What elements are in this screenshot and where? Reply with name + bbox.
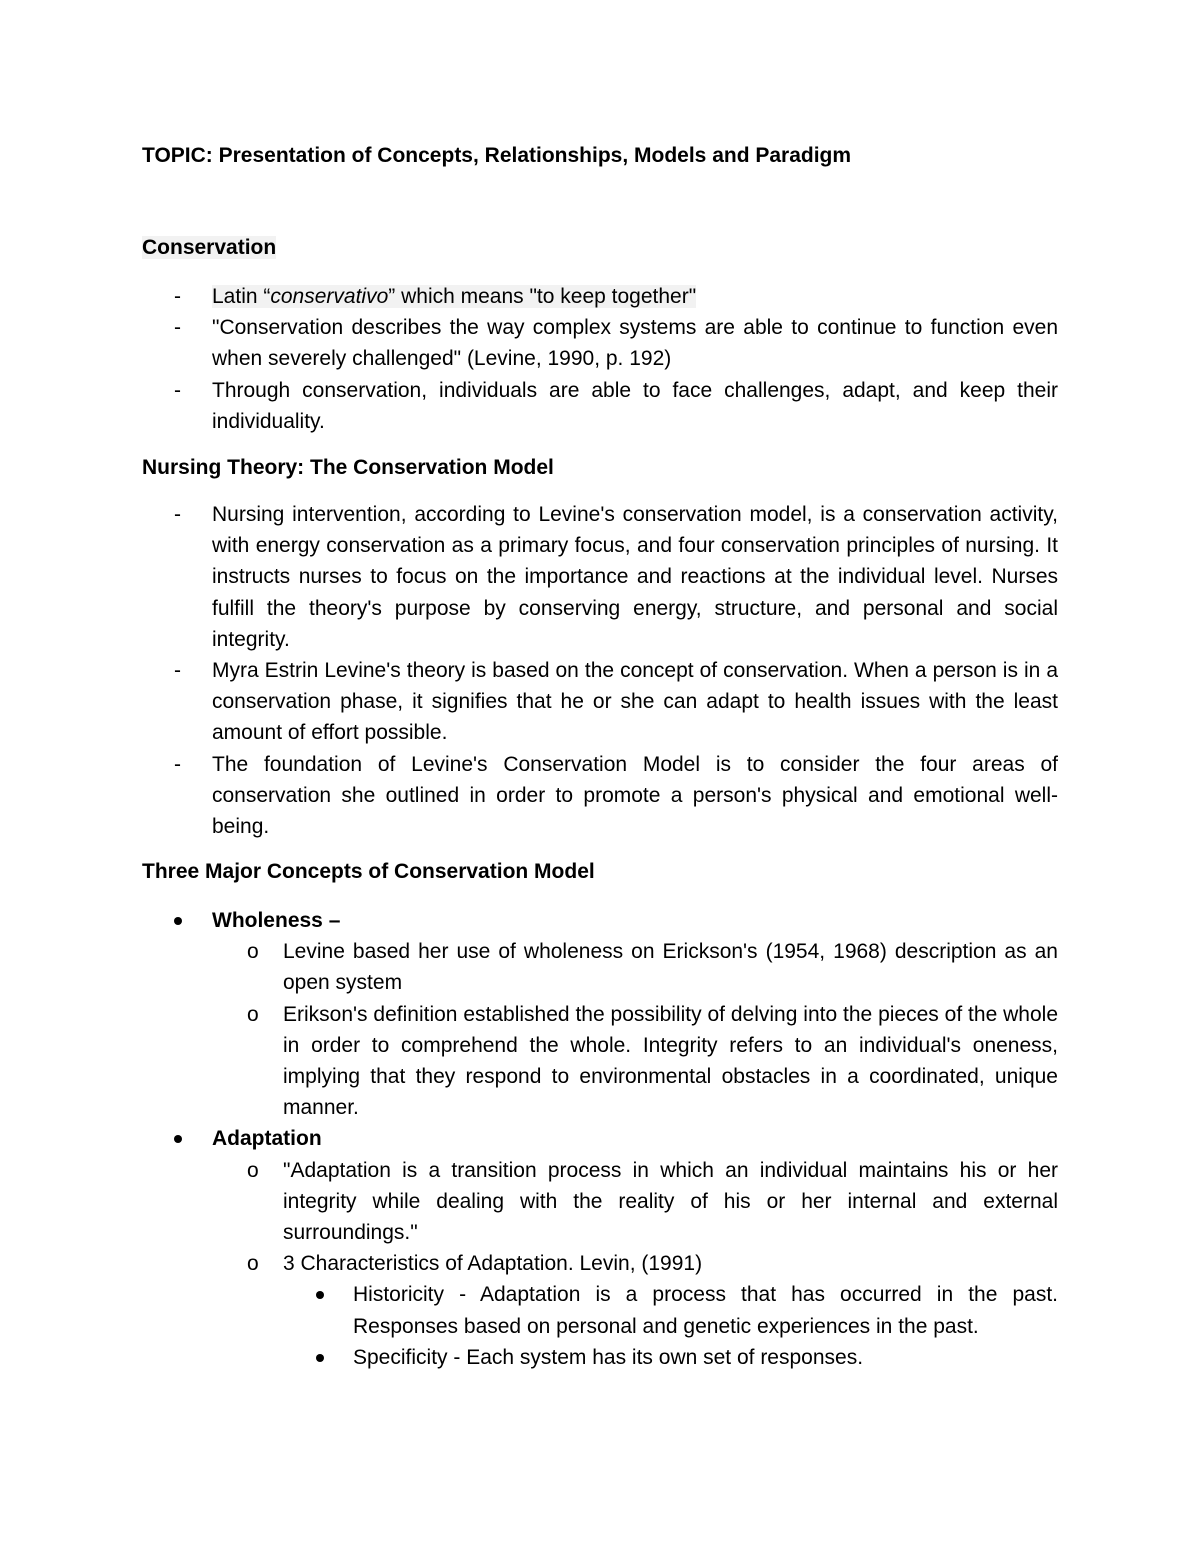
dash-marker: - (174, 285, 181, 308)
list-item (0, 499, 1200, 655)
concept-wholeness-label: Wholeness – (212, 909, 341, 932)
circle-marker: o (247, 1002, 259, 1026)
list-item (0, 281, 1200, 312)
list-item (0, 1155, 1200, 1249)
bullet-marker (174, 1135, 182, 1143)
nursing-theory-item-1: Nursing intervention, according to Levine's conservation model, is a conservation activity, with energy conservation as a primary focus, and four conservation principles of nursing. It instructs nurses to focus on the importance and reactions at the individual level. Nurses fulfill the theory's purpose by conserving energy, structure, and personal and social integrity. (212, 503, 1058, 651)
nursing-theory-list (0, 499, 1200, 842)
list-item (0, 749, 1200, 843)
list-item (0, 936, 1200, 998)
list-item (0, 1123, 1200, 1154)
wholeness-subitem-2: Erikson's definition established the possibility of delving into the pieces of the whole in order to comprehend the whole. Integrity refers to an individual's oneness, implying that they respond to environmental obstacles in a coordinated, unique manner. (283, 1002, 1058, 1120)
nursing-theory-item-2: Myra Estrin Levine's theory is based on the concept of conservation. When a person is in a conservation phase, it signifies that he or she can adapt to health issues with the least amount of effort possible. (212, 659, 1058, 745)
wholeness-subitem-1: Levine based her use of wholeness on Erickson's (1954, 1968) description as an open system (283, 940, 1058, 995)
list-item (0, 655, 1200, 749)
list-item (0, 905, 1200, 936)
conservation-item-1-text (212, 285, 696, 308)
dash-marker: - (174, 659, 181, 683)
page-title: TOPIC: Presentation of Concepts, Relationships, Models and Paradigm (142, 144, 852, 167)
bullet-marker (316, 1354, 324, 1362)
circle-marker: o (247, 1158, 259, 1182)
adaptation-subitem-2: 3 Characteristics of Adaptation. Levin, (1991) (283, 1252, 703, 1276)
heading-three-concepts: Three Major Concepts of Conservation Model (142, 860, 595, 883)
circle-marker: o (247, 1252, 259, 1276)
item1-latin-word: conservativo (270, 285, 389, 308)
dash-marker: - (174, 752, 181, 776)
circle-marker: o (247, 940, 259, 964)
dash-marker: - (174, 378, 181, 402)
adaptation-characteristic-1: Historicity - Adaptation is a process that has occurred in the past. Responses based on personal and genetic experiences in the past. (353, 1283, 1058, 1338)
bullet-marker (316, 1291, 324, 1299)
heading-nursing-theory: Nursing Theory: The Conservation Model (142, 456, 554, 479)
dash-marker: - (174, 503, 181, 526)
nursing-theory-item-3: The foundation of Levine's Conservation Model is to consider the four areas of conservation she outlined in order to promote a person's physical and emotional well-being. (212, 752, 1058, 839)
list-item (0, 312, 1200, 374)
conservation-list (0, 281, 1200, 437)
list-item (0, 1342, 1200, 1373)
bullet-marker (174, 917, 182, 925)
three-concepts-list (0, 905, 1200, 1373)
conservation-item-1 (212, 281, 1058, 312)
heading-conservation-text: Conservation (142, 236, 277, 259)
list-item (0, 1248, 1200, 1279)
list-item (0, 375, 1200, 437)
item1-post: ” which means "to keep together" (388, 285, 697, 308)
adaptation-subitem-1: "Adaptation is a transition process in which an individual maintains his or her integrity while dealing with the reality of his or her internal and external surroundings." (283, 1158, 1058, 1245)
list-item (0, 1279, 1200, 1341)
heading-conservation (142, 233, 1102, 263)
conservation-item-2: "Conservation describes the way complex systems are able to continue to function even when severely challenged" (Levine, 1990, p. 192) (212, 316, 1058, 371)
conservation-item-3: Through conservation, individuals are able to face challenges, adapt, and keep their individuality. (212, 378, 1058, 433)
item1-pre: Latin “ (212, 285, 271, 308)
concept-adaptation-label: Adaptation (212, 1127, 322, 1151)
dash-marker: - (174, 316, 181, 340)
list-item (0, 999, 1200, 1124)
adaptation-characteristic-2: Specificity - Each system has its own set of responses. (353, 1345, 864, 1369)
